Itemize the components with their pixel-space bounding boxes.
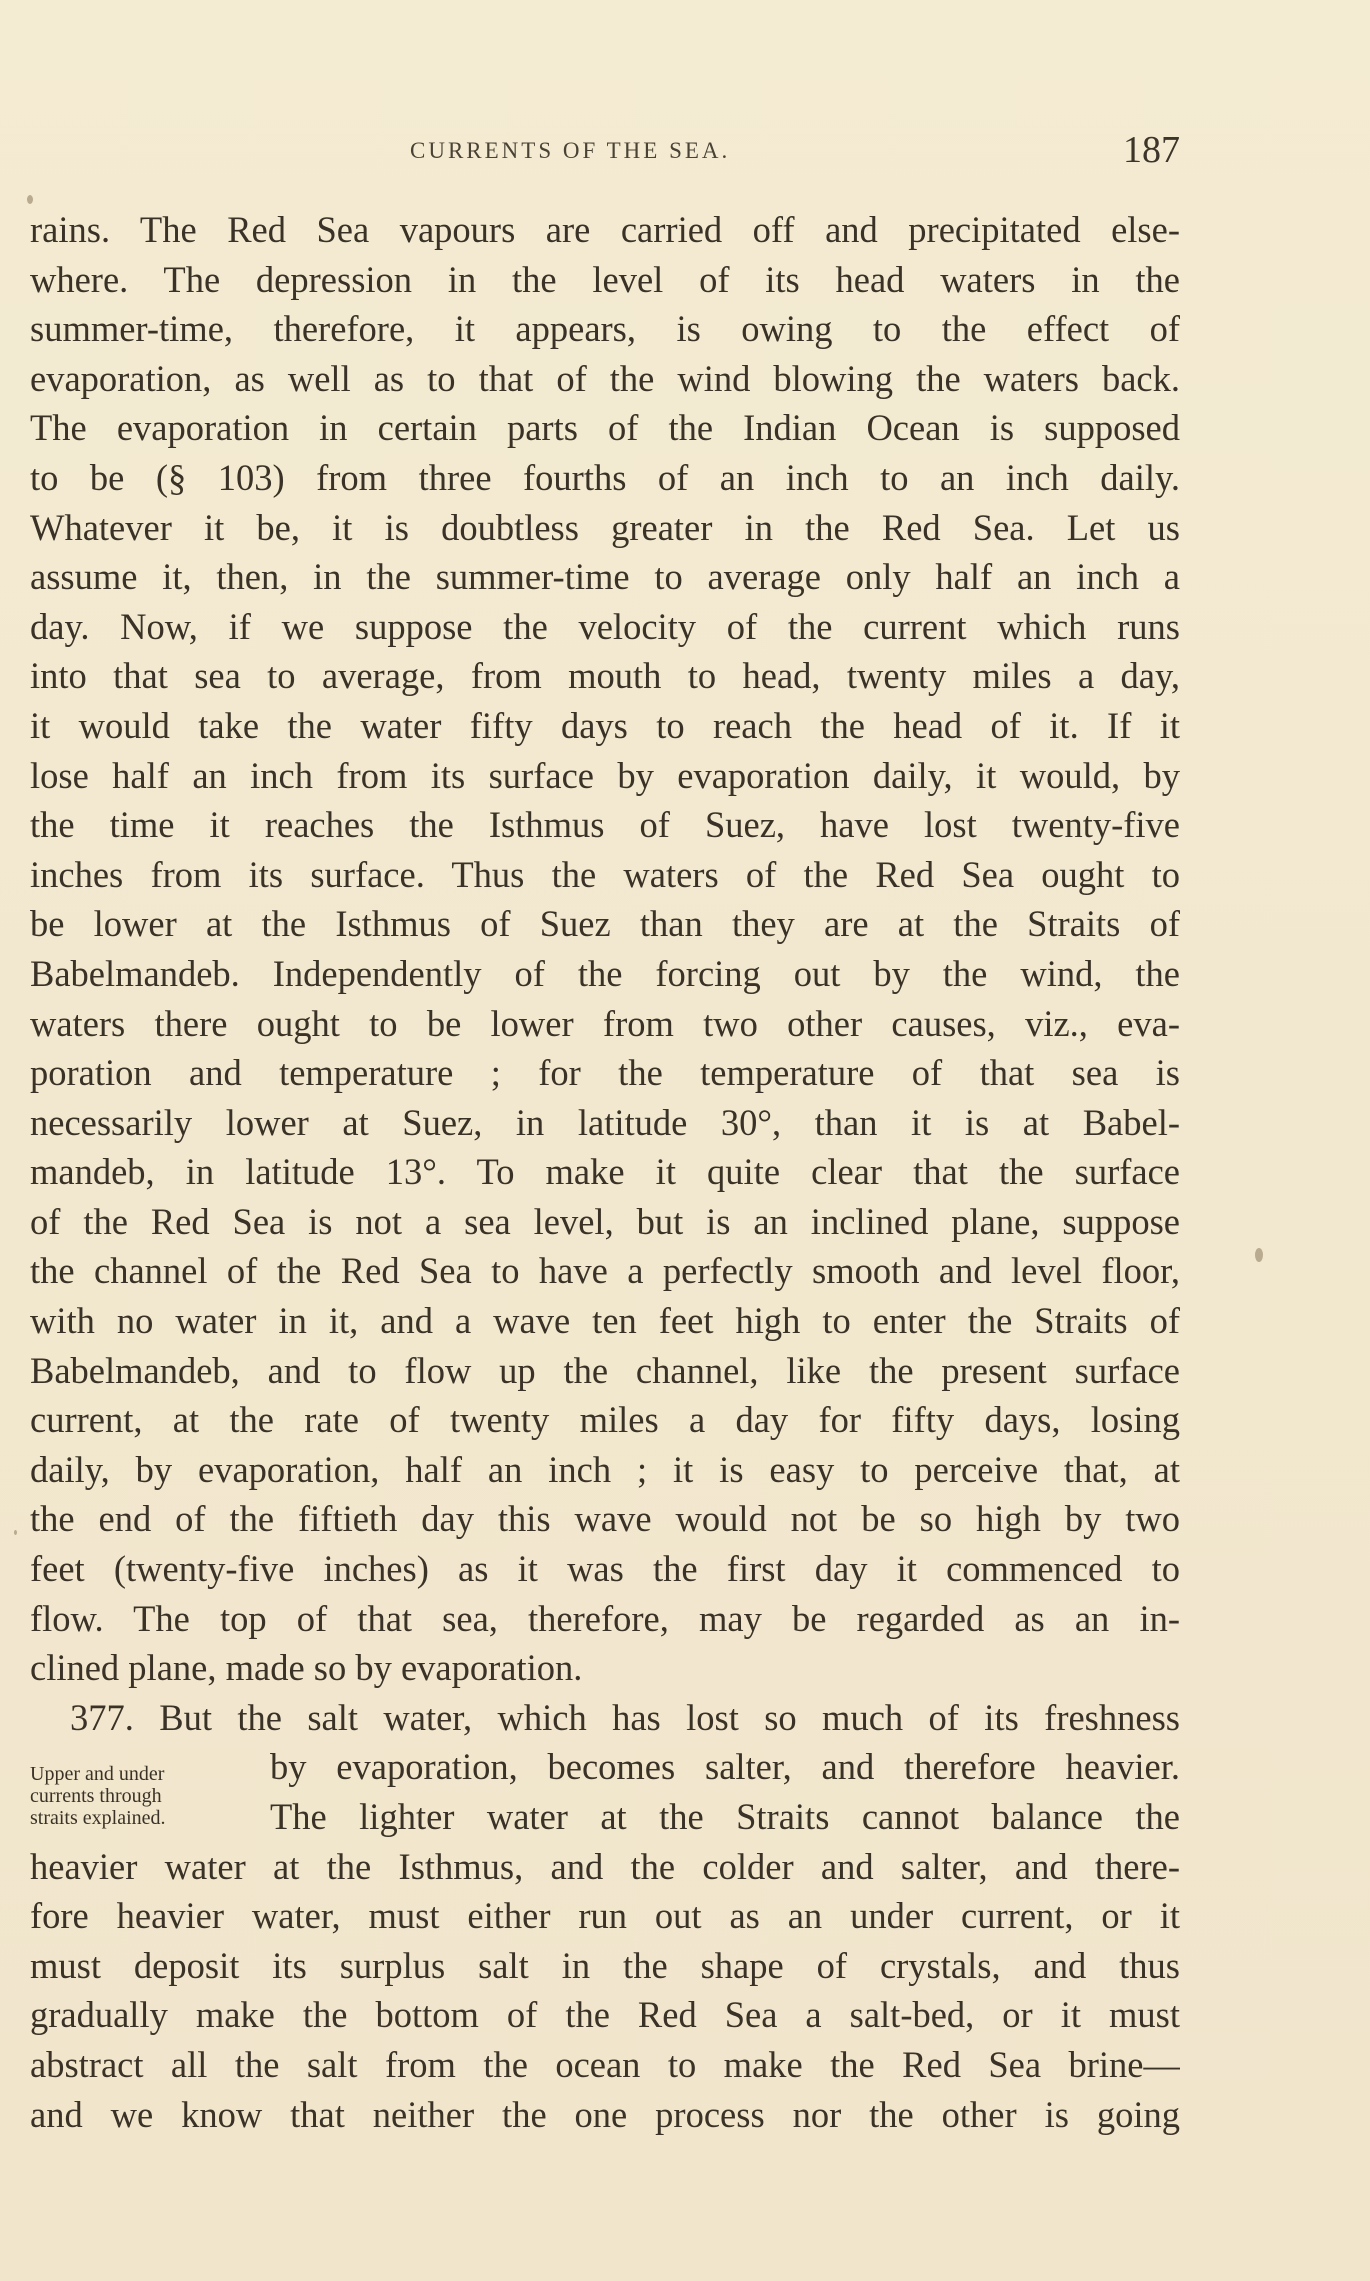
text-line: must deposit its surplus salt in the shape of crystals, and thus (30, 1944, 1180, 1986)
text-line: flow. The top of that sea, therefore, may be regarded as an in- (30, 1597, 1180, 1639)
text-line: necessarily lower at Suez, in latitude 30°, than it is at Babel- (30, 1101, 1180, 1143)
text-line: Whatever it be, it is doubtless greater in the Red Sea. Let us (30, 506, 1180, 548)
text-line: Babelmandeb, and to flow up the channel, like the present surface (30, 1349, 1180, 1391)
text-line: current, at the rate of twenty miles a day for fifty days, losing (30, 1399, 1180, 1441)
text-line: the end of the fiftieth day this wave would not be so high by two (30, 1498, 1180, 1540)
text-line: rains. The Red Sea vapours are carried off and precipitated else- (30, 209, 1180, 250)
paper-speck (1255, 1248, 1263, 1262)
sidenote-line: currents through (30, 1785, 162, 1807)
text-line: by evaporation, becomes salter, and therefore heavier. (270, 1746, 1180, 1788)
running-title: CURRENTS OF THE SEA. (410, 138, 731, 163)
text-line: heavier water at the Isthmus, and the colder and salter, and there- (30, 1845, 1180, 1887)
body-text (30, 205, 1180, 2139)
text-line-paragraph-start: 377. But the salt water, which has lost so much of its freshness (70, 1696, 1180, 1738)
running-head (30, 128, 1180, 178)
margin-sidenote (30, 1763, 245, 1829)
text-line: daily, by evaporation, half an inch ; it is easy to perceive that, at (30, 1448, 1180, 1490)
text-line: lose half an inch from its surface by evaporation daily, it would, by (30, 754, 1180, 796)
text-line-paragraph-end: clined plane, made so by evaporation. (30, 1647, 583, 1689)
text-line: it would take the water fifty days to reach the head of it. If it (30, 704, 1180, 746)
text-line: day. Now, if we suppose the velocity of the current which runs (30, 605, 1180, 647)
text-line: abstract all the salt from the ocean to make the Red Sea brine— (30, 2043, 1180, 2085)
text-line: with no water in it, and a wave ten feet high to enter the Straits of (30, 1300, 1180, 1342)
text-line: to be (§ 103) from three fourths of an inch to an inch daily. (30, 456, 1180, 498)
text-line: summer-time, therefore, it appears, is owing to the effect of (30, 308, 1180, 350)
text-line: feet (twenty-five inches) as it was the first day it commenced to (30, 1548, 1180, 1590)
page-number: 187 (1123, 129, 1180, 171)
text-line: mandeb, in latitude 13°. To make it quite clear that the surface (30, 1151, 1180, 1193)
text-line: poration and temperature ; for the temperature of that sea is (30, 1052, 1180, 1094)
text-line: assume it, then, in the summer-time to average only half an inch a (30, 556, 1180, 598)
text-line: into that sea to average, from mouth to head, twenty miles a day, (30, 655, 1180, 697)
paper-speck (14, 1530, 17, 1535)
text-line: where. The depression in the level of its head waters in the (30, 258, 1180, 300)
text-line: evaporation, as well as to that of the wind blowing the waters back. (30, 357, 1180, 399)
sidenote-line: Upper and under (30, 1763, 165, 1785)
text-line: The lighter water at the Straits cannot balance the (270, 1796, 1180, 1837)
sidenote-line: straits explained. (30, 1807, 166, 1829)
text-line: waters there ought to be lower from two other causes, viz., eva- (30, 1002, 1180, 1044)
text-line: the time it reaches the Isthmus of Suez, have lost twenty-five (30, 804, 1180, 846)
text-line: gradually make the bottom of the Red Sea a salt-bed, or it must (30, 1994, 1180, 2036)
text-line: of the Red Sea is not a sea level, but is an inclined plane, suppose (30, 1200, 1180, 1242)
text-line: inches from its surface. Thus the waters of the Red Sea ought to (30, 853, 1180, 895)
text-line: Babelmandeb. Independently of the forcing out by the wind, the (30, 952, 1180, 994)
text-line: and we know that neither the one process nor the other is going (30, 2093, 1180, 2135)
text-line: fore heavier water, must either run out as an under current, or it (30, 1895, 1180, 1937)
text-line: be lower at the Isthmus of Suez than they are at the Straits of (30, 903, 1180, 945)
text-line: The evaporation in certain parts of the Indian Ocean is supposed (30, 407, 1180, 449)
text-line: the channel of the Red Sea to have a perfectly smooth and level floor, (30, 1250, 1180, 1292)
paper-speck (27, 195, 33, 204)
